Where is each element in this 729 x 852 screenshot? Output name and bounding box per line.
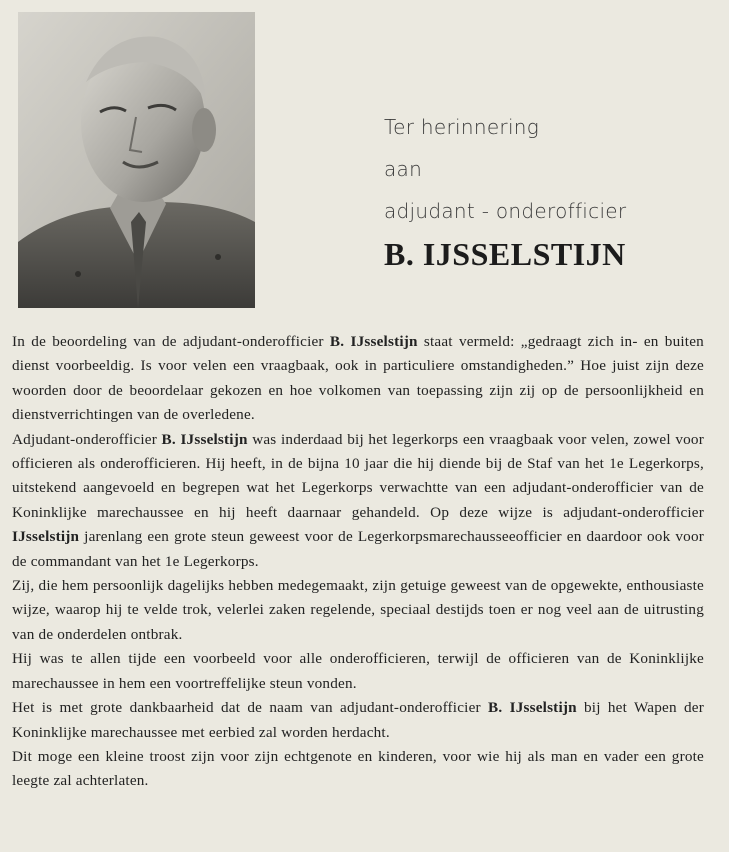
portrait-illustration: [18, 12, 255, 308]
name-emphasis: IJsselstijn: [12, 528, 80, 546]
memorial-heading: [384, 112, 714, 273]
paragraph-text: Dit moge een kleine troost zijn voor zijn echtgenote en kinderen, voor wie hij als man en vader een grote leegte zal achterlaten.: [12, 747, 704, 790]
paragraph-text: Hij was te allen tijde een voorbeeld voor alle onderofficieren, terwijl de officieren van de Koninklijke marechaussee in hem een voortreffelijke steun vonden.: [12, 650, 704, 692]
paragraph-3: [12, 574, 704, 647]
heading-name: B. IJSSELSTIJN: [384, 236, 626, 272]
heading-line-2: aan: [384, 157, 423, 181]
paragraph-6: [12, 745, 704, 794]
name-emphasis: B. IJsselstijn: [161, 430, 248, 448]
heading-line-3: adjudant - onderofficier: [384, 199, 627, 223]
paragraph-text: staat vermeld: „gedraagt zich in- en buiten dienst voorbeeldig. Is voor velen een vraagbaak, ook in particuliere omstandigheden.” Hoe juist zijn deze woorden door de beoordelaar gekozen en hoe volkomen van toepassing zijn zij op de persoonlijkheid en dienstverrichtingen van de overledene.: [12, 333, 704, 424]
paragraph-text: Zij, die hem persoonlijk dagelijks hebben medegemaakt, zijn getuige geweest van de opgewekte, enthousiaste wijze, waarop hij te velde trok, velerlei zaken regelende, speciaal destijds toen er nog veel aan de uitrusting van de onderdelen ontbrak.: [12, 577, 704, 643]
paragraph-text: Het is met grote dankbaarheid dat de naam van adjudant-onderofficier: [12, 699, 489, 717]
paragraph-text: was inderdaad bij het legerkorps een vraagbaak voor velen, zowel voor officieren als onderofficieren. Hij heeft, in de bijna 10 jaar die hij diende bij de Staf van het 1e Legerkorps, uitstekend aangevoeld en begrepen wat het Legerkorps verwachtte van een adjudant-onderofficier van de Koninklijke marechaussee en hij heeft daarnaar gehandeld. Op deze wijze is adjudant-onderofficier: [12, 430, 704, 521]
paragraph-text: jarenlang een grote steun geweest voor de Legerkorpsmarechausseeofficier en daardoor ook voor de commandant van het 1e Legerkorps.: [12, 528, 704, 570]
paragraph-4: [12, 647, 704, 696]
paragraph-text: Adjudant-onderofficier: [12, 430, 162, 448]
portrait-photo: [18, 12, 255, 308]
paragraph-text: bij het Wapen der Koninklijke marechaussee met eerbied zal worden herdacht.: [12, 699, 705, 741]
paragraph-2: [12, 428, 704, 574]
paragraph-text: In de beoordeling van de adjudant-onderofficier: [12, 333, 330, 350]
heading-line-1: Ter herinnering: [384, 115, 540, 139]
name-emphasis: B. IJsselstijn: [329, 333, 418, 350]
article-body: [12, 330, 704, 794]
name-emphasis: B. IJsselstijn: [488, 699, 577, 717]
paragraph-5: [12, 696, 704, 745]
paragraph-1: [12, 330, 704, 428]
